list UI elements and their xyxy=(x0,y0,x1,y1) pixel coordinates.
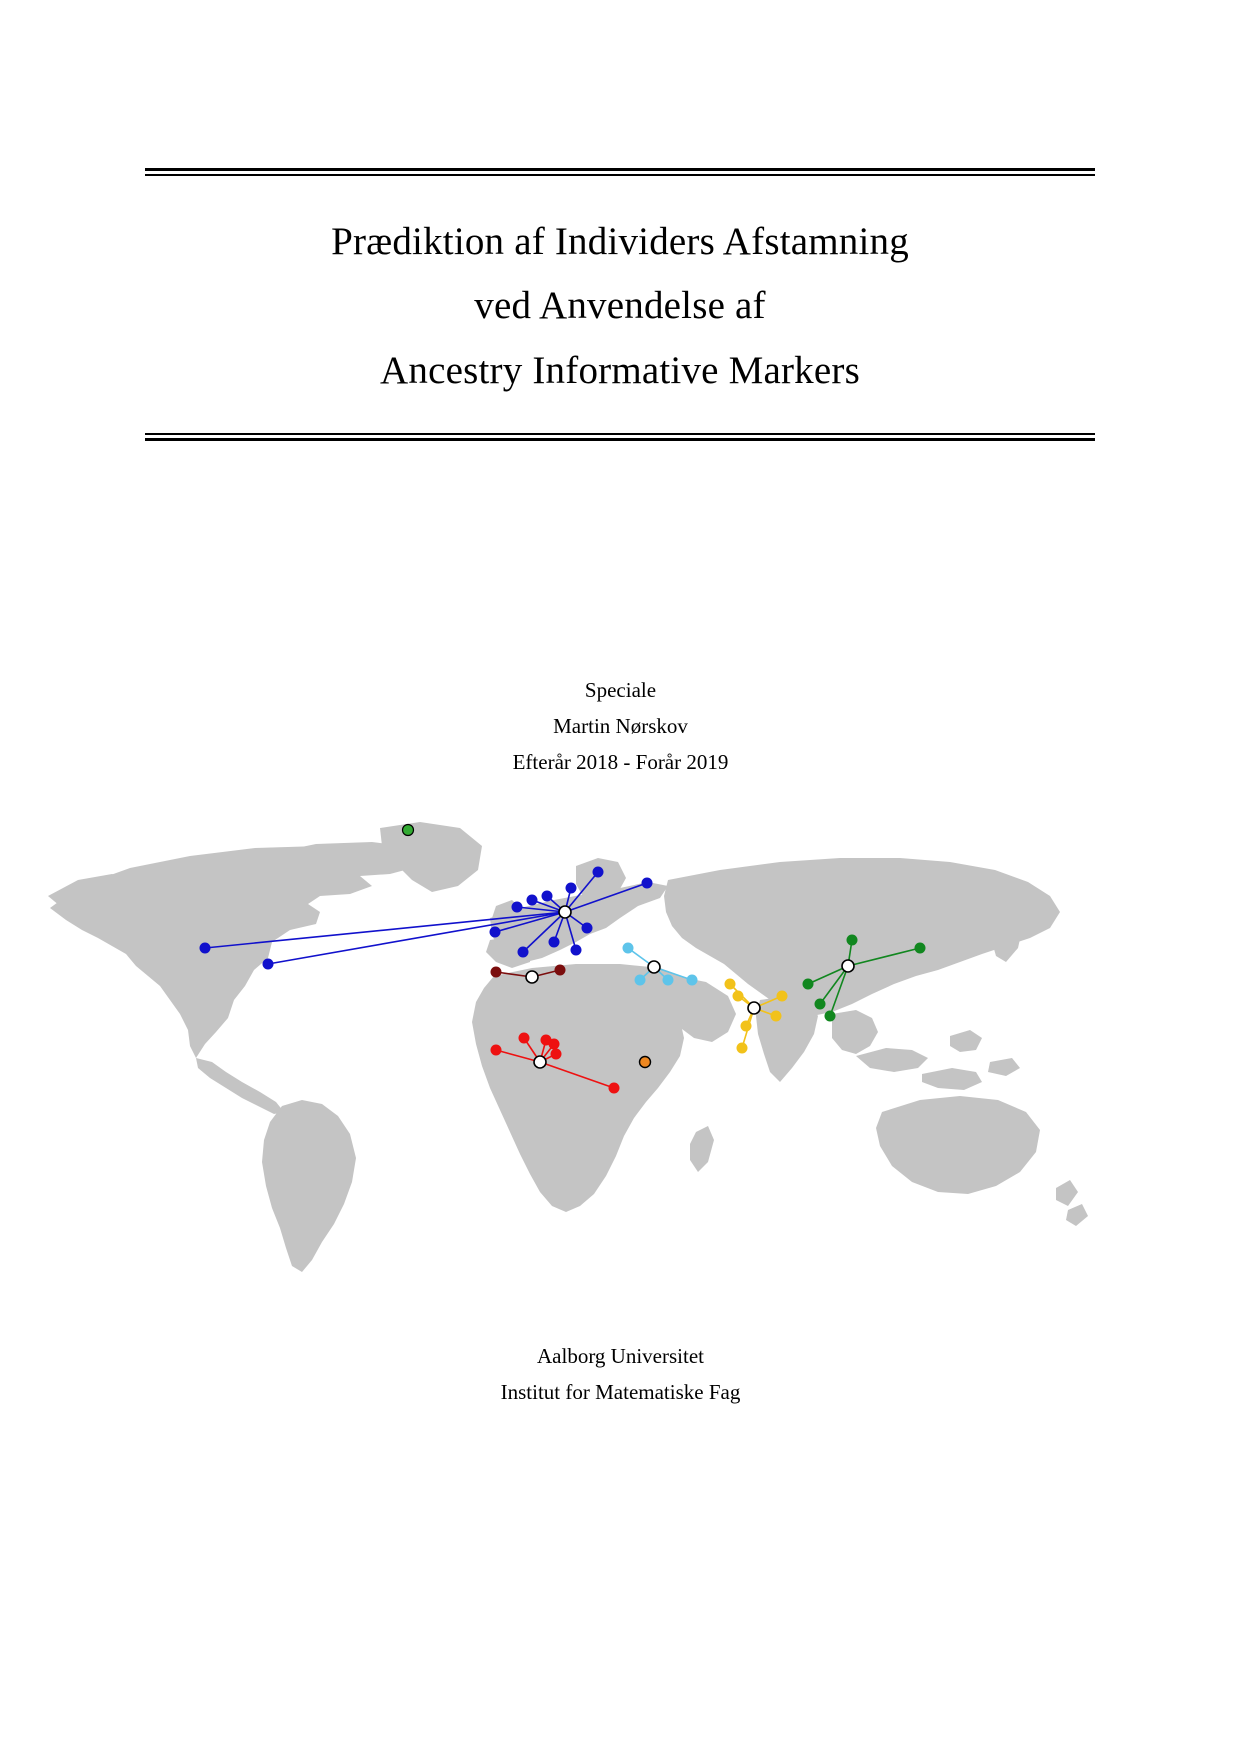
page-title xyxy=(145,210,1095,403)
rule-top-thick xyxy=(145,168,1095,171)
author-name: Martin Nørskov xyxy=(553,714,688,739)
rule-bottom-thin xyxy=(145,433,1095,435)
page-title-line-3: Ancestry Informative Markers xyxy=(380,348,860,392)
map-hub-iberian xyxy=(526,971,538,983)
period: Efterår 2018 - Forår 2019 xyxy=(512,750,729,775)
department-name: Institut for Matematiske Fag xyxy=(500,1380,741,1405)
map-hub-east-asia xyxy=(842,960,854,972)
map-hub-africa xyxy=(534,1056,546,1068)
meta-block xyxy=(0,672,1241,780)
world-map-svg xyxy=(20,800,1120,1320)
map-hub-south-asia xyxy=(748,1002,760,1014)
document-type: Speciale xyxy=(584,678,657,702)
institution-name: Aalborg Universitet xyxy=(537,1344,704,1368)
page-title-line-2: ved Anvendelse af xyxy=(474,284,766,328)
world-map-figure xyxy=(20,800,1120,1320)
map-point-east-africa xyxy=(640,1057,651,1068)
rule-bottom-thick xyxy=(145,438,1095,441)
footer-block xyxy=(0,1338,1241,1410)
map-point-greenland xyxy=(403,825,414,836)
map-hub-middle-east xyxy=(648,961,660,973)
map-hub-europe xyxy=(559,906,571,918)
page-title-line-1: Prædiktion af Individers Afstamning xyxy=(331,220,909,263)
title-block xyxy=(145,168,1095,441)
rule-top-thin xyxy=(145,174,1095,176)
